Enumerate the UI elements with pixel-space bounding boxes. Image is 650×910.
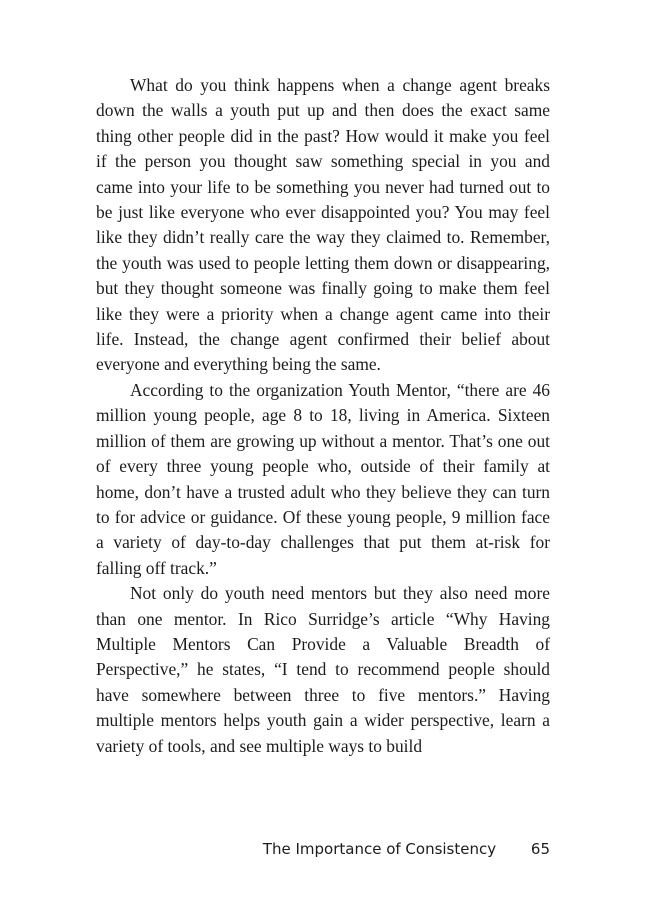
running-head: The Importance of Consistency bbox=[262, 840, 497, 858]
page-number: 65 bbox=[530, 840, 550, 858]
body-text bbox=[96, 73, 550, 759]
page-footer bbox=[263, 840, 550, 858]
paragraph-youth-mentor-statistics: According to the organization Youth Mentor, “there are 46 million young people, age 8 to 18, living in America. Sixteen million of them are growing up without a mentor. That’s one out of every three young people who, outside of their family at home, don’t have a trusted adult who they believe they can turn to for advice or guidance. Of these young people, 9 million face a variety of day-to-day challenges that put them at-risk for falling off track.” bbox=[96, 379, 550, 578]
paragraph-change-agent: What do you think happens when a change agent breaks down the walls a youth put up and then does the exact same thing other people did in the past? How would it make you feel if the person you thought saw something special in you and came into your life to be something you never had turned out to be just like everyone who ever disappointed you? You may feel like they didn’t really care the way they claimed to. Remember, the youth was used to people letting them down or disappearing, but they thought someone was finally going to make them feel like they were a priority when a change agent came into their life. Instead, the change agent confirmed their belief about everyone and everything being the same. bbox=[96, 75, 550, 375]
paragraph-multiple-mentors: Not only do youth need mentors but they also need more than one mentor. In Rico Surridge’s article “Why Having Multiple Mentors Can Provide a Valuable Breadth of Perspective,” he states, “I tend to recommend people should have somewhere between three to five mentors.” Having multiple mentors helps youth gain a wider perspective, learn a variety of tools, and see multiple ways to build bbox=[96, 583, 550, 756]
